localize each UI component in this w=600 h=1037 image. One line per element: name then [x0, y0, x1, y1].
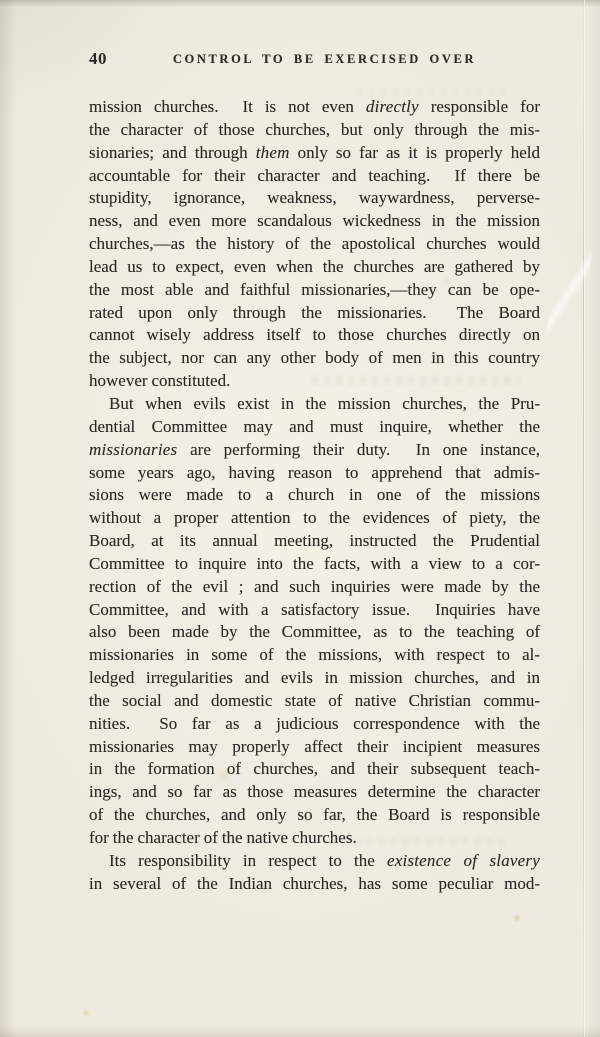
text-line: missionaries may properly affect their incipient measures	[89, 736, 540, 756]
text-line: ness, and even more scandalous wickedness in the mission	[89, 211, 540, 231]
text-line: some years ago, having reason to apprehend that admis-	[89, 462, 540, 482]
text-line: missionaries are performing their duty. In one instance,	[89, 439, 540, 459]
text-line: mission churches. It is not even directly responsible for	[89, 97, 540, 116]
paper-crease	[546, 246, 592, 340]
text-line: Committee, and with a satisfactory issue. Inquiries have	[89, 599, 540, 619]
text-line: Committee to inquire into the facts, with a view to a cor-	[89, 553, 540, 573]
running-header: CONTROL TO BE EXERCISED OVER	[172, 52, 477, 66]
page-number: 40	[89, 49, 107, 68]
text-line: the subject, nor can any other body of men in this country	[89, 348, 540, 368]
text-line: rated upon only through the missionaries. The Board	[89, 302, 540, 322]
text-line: for the character of the native churches.	[89, 828, 357, 847]
text-line: also been made by the Committee, as to the teaching of	[89, 622, 540, 642]
page-edge-line	[583, 0, 584, 1037]
text-line: stupidity, ignorance, weakness, waywardness, perverse-	[89, 188, 540, 208]
text-line: ledged irregularities and evils in mission churches, and in	[89, 668, 540, 688]
text-line: But when evils exist in the mission churches, the Pru-	[109, 393, 540, 413]
text-line: ings, and so far as those measures determine the character	[89, 782, 540, 802]
text-line: lead us to expect, even when the churches are gathered by	[89, 256, 540, 276]
text-line: cannot wisely address itself to those churches directly on	[89, 325, 540, 345]
text-line: of the churches, and only so far, the Board is responsible	[89, 805, 540, 825]
text-line: the most able and faithful missionaries,—they can be ope-	[89, 279, 540, 299]
text-line: in the formation of churches, and their subsequent teach-	[89, 759, 540, 779]
text-line: the social and domestic state of native Christian commu-	[89, 690, 540, 710]
text-line: sionaries; and through them only so far as it is properly held	[89, 142, 540, 162]
page-header	[89, 51, 540, 69]
text-line: the character of those churches, but only through the mis-	[89, 119, 540, 139]
text-line: without a proper attention to the evidences of piety, the	[89, 508, 540, 528]
text-line: nities. So far as a judicious correspondence with the	[89, 713, 540, 733]
text-line: accountable for their character and teaching. If there be	[89, 165, 540, 185]
text-block	[89, 96, 540, 896]
text-line: sions were made to a church in one of the missions	[89, 485, 540, 505]
text-line: rection of the evil ; and such inquiries were made by the	[89, 576, 540, 596]
text-line: churches,—as the history of the apostolical churches would	[89, 234, 540, 254]
bleed-through-mark	[356, 88, 506, 96]
text-line: Its responsibility in respect to the existence of slavery	[109, 850, 540, 870]
text-line: dential Committee may and must inquire, whether the	[89, 416, 540, 436]
text-line: however constituted.	[89, 371, 231, 391]
text-line: Board, at its annual meeting, instructed the Prudential	[89, 531, 540, 551]
text-line: missionaries in some of the missions, with respect to al-	[89, 645, 540, 665]
text-line: in several of the Indian churches, has some peculiar mod-	[89, 873, 540, 893]
